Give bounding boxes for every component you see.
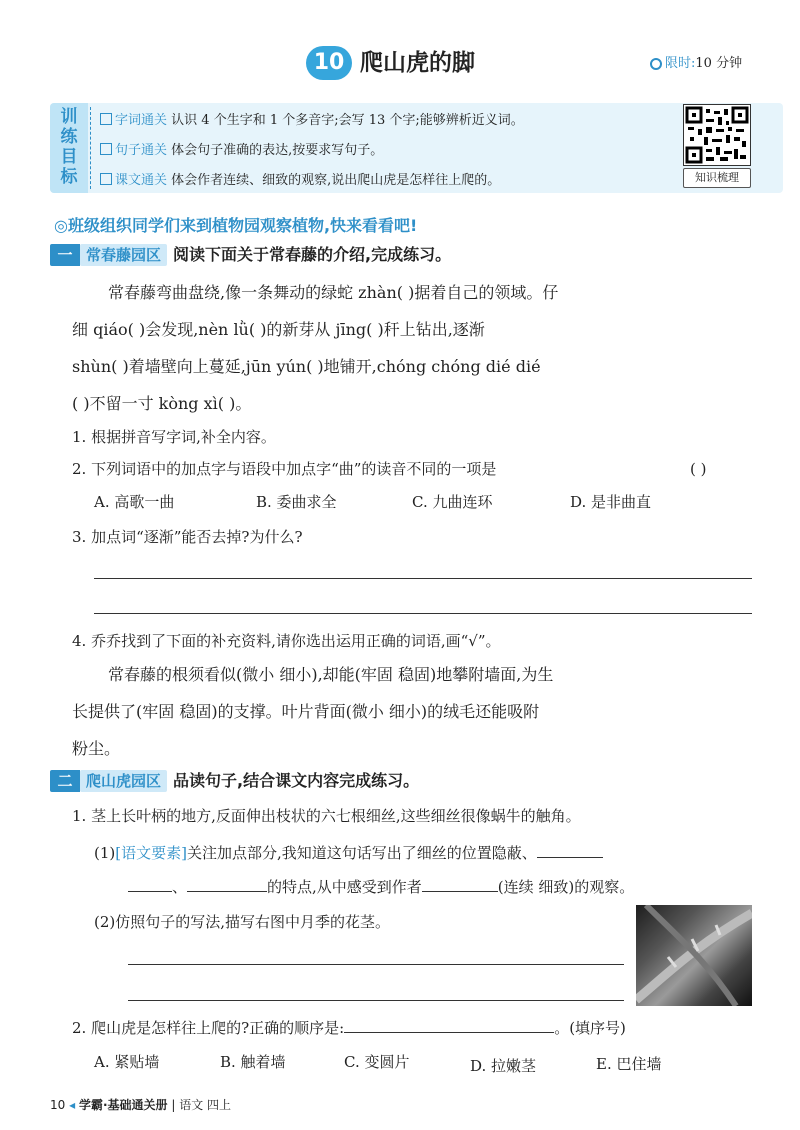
- s2-q1-2: (2)仿照句子的写法,描写右图中月季的花茎。: [94, 913, 391, 931]
- s2-question-1: 1. 茎上长叶柄的地方,反面伸出枝状的六七根细丝,这些细丝很像蜗牛的触角。: [72, 807, 581, 825]
- s2-question-2: [72, 1018, 626, 1038]
- goals-side-label: 训练目标: [60, 107, 78, 187]
- s2-q2-text: 2. 爬山虎是怎样往上爬的?正确的顺序是:: [72, 1019, 345, 1037]
- book-subject: 语文 四上: [179, 1098, 232, 1112]
- goal-tag: 句子通关: [115, 143, 168, 158]
- time-value: 10 分钟: [695, 56, 743, 71]
- goal-text: 体会作者连续、细致的观察,说出爬山虎是怎样往上爬的。: [171, 173, 501, 188]
- s1-q2-option-c: C. 九曲连环: [412, 493, 493, 511]
- answer-line[interactable]: [94, 613, 752, 614]
- s2-q2-option-d: D. 拉嫩茎: [470, 1057, 537, 1075]
- answer-line[interactable]: [128, 964, 624, 965]
- s1-question-2: 2. 下列词语中的加点字与语段中加点字“曲”的读音不同的一项是: [72, 460, 497, 478]
- section2-number: 二: [50, 770, 80, 792]
- section1-header: [50, 244, 451, 266]
- page-title: 爬山虎的脚: [360, 50, 475, 76]
- checkbox-icon: [100, 173, 112, 185]
- s2-q1-1-mid: 的特点,从中感受到作者: [267, 878, 422, 896]
- goal-text: 认识 4 个生字和 1 个多音字;会写 13 个字;能够辨析近义词。: [171, 113, 524, 128]
- s1-para-line-3: shùn( )着墙壁向上蔓延,jūn yún( )地铺开,chóng chóng dié dié: [72, 357, 541, 376]
- s2-q1-1-sep: 、: [172, 878, 188, 896]
- s2-q1-1-tail: (连续 细致)的观察。: [497, 878, 635, 896]
- s2-q1-1-text: 关注加点部分,我知道这句话写出了细丝的位置隐蔽、: [186, 844, 537, 862]
- checkbox-icon: [100, 113, 112, 125]
- section1-number: 一: [50, 244, 80, 266]
- checkbox-icon: [100, 143, 112, 155]
- s1-question-1: 1. 根据拼音写字词,补全内容。: [72, 428, 276, 446]
- answer-blank[interactable]: [344, 1032, 554, 1033]
- goal-row-text: [100, 170, 500, 192]
- answer-blank[interactable]: [537, 857, 603, 858]
- goal-text: 体会句子准确的表达,按要求写句子。: [171, 143, 384, 158]
- rose-stem-image: [636, 905, 752, 1006]
- s2-q2-option-c: C. 变圆片: [344, 1053, 410, 1071]
- s2-q1-1-line-1: [94, 843, 603, 863]
- time-limit: [650, 56, 742, 72]
- s1-q2-option-b: B. 委曲求全: [256, 493, 337, 511]
- s1-q2-answer-bracket[interactable]: ( ): [690, 460, 707, 478]
- s2-q2-option-e: E. 巴住墙: [596, 1055, 662, 1073]
- s2-q2-option-a: A. 紧贴墙: [94, 1053, 160, 1071]
- section2-header: [50, 770, 419, 792]
- s2-q1-1-prefix: (1): [94, 844, 116, 862]
- time-label: 限时:: [665, 56, 696, 71]
- goal-tag: 字词通关: [115, 113, 168, 128]
- s1-para-line-2: 细 qiáo( )会发现,nèn lǜ( )的新芽从 jīng( )秆上钻出,逐渐: [72, 320, 485, 339]
- goal-row-sentences: [100, 140, 383, 162]
- s1-para-line-4: ( )不留一寸 kòng xì( )。: [72, 394, 252, 413]
- page-number: 10: [50, 1098, 66, 1112]
- qr-caption: 知识梳理: [683, 168, 751, 188]
- answer-line[interactable]: [94, 578, 752, 579]
- s1-question-4: 4. 乔乔找到了下面的补充资料,请你选出运用正确的词语,画“√”。: [72, 632, 501, 650]
- section2-title: 品读句子,结合课文内容完成练习。: [173, 771, 420, 790]
- qr-code-icon: [684, 105, 750, 165]
- s1-q4-para-line-2: 长提供了(牢固 稳固)的支撑。叶片背面(微小 细小)的绒毛还能吸附: [72, 702, 540, 721]
- s1-q4-para-line-3: 粉尘。: [72, 739, 121, 758]
- goal-tag: 课文通关: [115, 173, 168, 188]
- footer-divider: |: [171, 1098, 180, 1112]
- s2-q2-tail: 。(填序号): [554, 1019, 626, 1037]
- answer-blank[interactable]: [187, 891, 267, 892]
- section2-badge: 爬山虎园区: [80, 770, 167, 792]
- answer-blank[interactable]: [422, 891, 498, 892]
- s1-para-line-1: 常春藤弯曲盘绕,像一条舞动的绿蛇 zhàn( )据着自己的领域。仔: [108, 283, 559, 302]
- clock-icon: [650, 58, 662, 70]
- s1-q2-option-a: A. 高歌一曲: [94, 493, 175, 511]
- book-brand: 学霸·基础通关册: [78, 1098, 168, 1112]
- s1-q2-option-d: D. 是非曲直: [570, 493, 652, 511]
- intro-text: ◎班级组织同学们来到植物园观察植物,快来看看吧!: [54, 216, 418, 235]
- rose-stem-photo: [636, 905, 752, 1006]
- chevron-left-icon: ◂: [69, 1098, 76, 1112]
- goals-divider: [90, 107, 91, 189]
- lesson-number: 10: [306, 46, 352, 80]
- s1-q4-para-line-1: 常春藤的根须看似(微小 细小),却能(牢固 稳固)地攀附墙面,为生: [108, 665, 554, 684]
- page-footer: [50, 1097, 231, 1113]
- goal-row-words: [100, 110, 524, 132]
- s1-question-3: 3. 加点词“逐渐”能否去掉?为什么?: [72, 528, 303, 546]
- section1-title: 阅读下面关于常春藤的介绍,完成练习。: [173, 245, 452, 264]
- yuwen-element-tag: [语文要素]: [115, 844, 187, 862]
- answer-blank[interactable]: [128, 891, 172, 892]
- s2-q2-option-b: B. 触着墙: [220, 1053, 286, 1071]
- qr-code[interactable]: [683, 104, 751, 166]
- s2-q1-1-line-2: [128, 877, 634, 897]
- answer-line[interactable]: [128, 1000, 624, 1001]
- section1-badge: 常春藤园区: [80, 244, 167, 266]
